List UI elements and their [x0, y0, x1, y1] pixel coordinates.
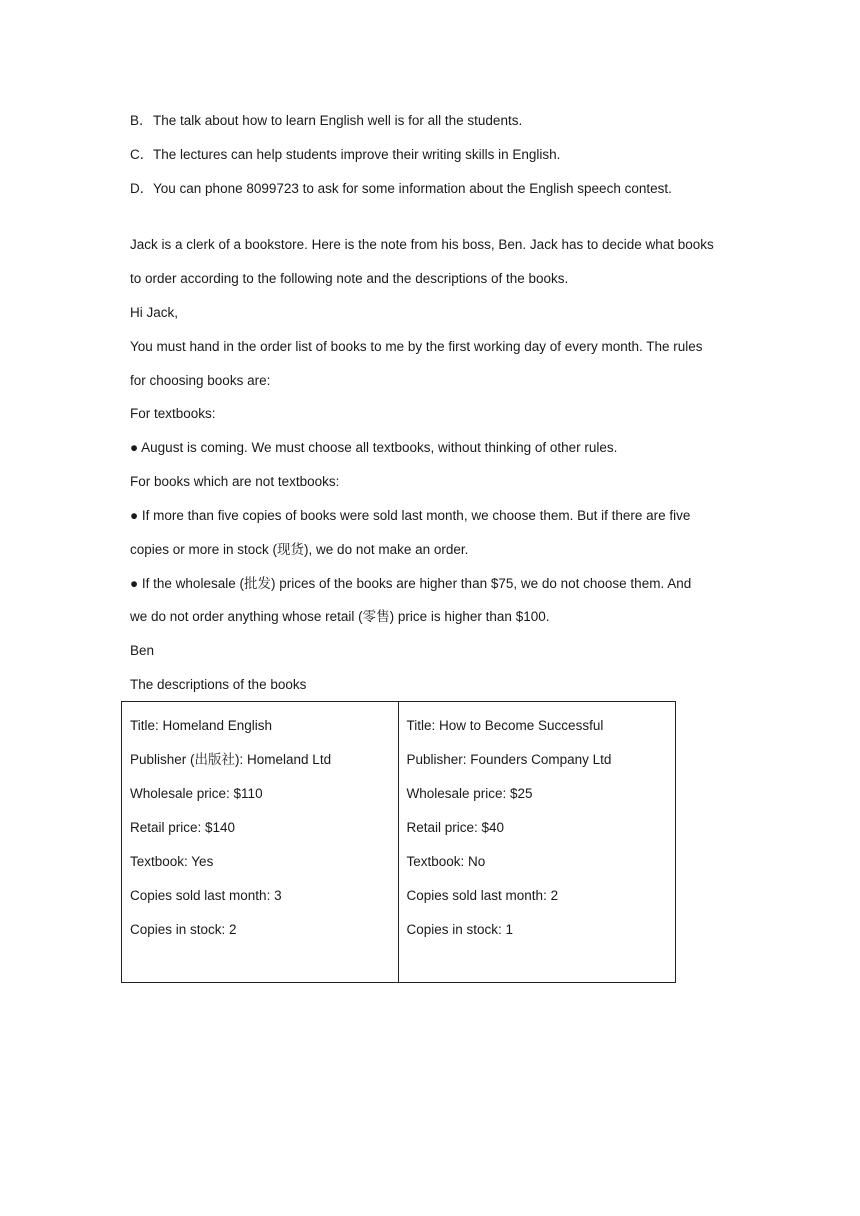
option-b: [130, 112, 522, 130]
book-retail-price: Retail price: $140: [130, 820, 236, 835]
book-copies-stock: Copies in stock: 1: [406, 922, 514, 937]
book-cell-how-to-become-successful: [399, 702, 676, 982]
option-text: The lectures can help students improve their writing skills in English.: [153, 147, 561, 162]
rule-3-line-1: ● If the wholesale (批发) prices of the books are higher than $75, we do not choose them. And: [130, 576, 692, 591]
textbooks-heading: For textbooks:: [130, 406, 216, 421]
book-publisher: Publisher: Founders Company Ltd: [406, 752, 612, 767]
book-cell-homeland-english: [122, 702, 399, 982]
note-signature: Ben: [130, 643, 155, 658]
table-caption: The descriptions of the books: [130, 677, 307, 692]
book-textbook: Textbook: No: [406, 854, 486, 869]
option-d: [130, 180, 672, 198]
option-letter: B．: [130, 113, 153, 128]
note-para-line-2: for choosing books are:: [130, 373, 271, 388]
intro-line-2: to order according to the following note and the descriptions of the books.: [130, 271, 569, 286]
rule-3-line-2: we do not order anything whose retail (零售) price is higher than $100.: [130, 609, 550, 624]
book-copies-sold: Copies sold last month: 2: [406, 888, 559, 903]
option-text: You can phone 8099723 to ask for some information about the English speech contest.: [153, 181, 672, 196]
rule-1: ● August is coming. We must choose all textbooks, without thinking of other rules.: [130, 440, 618, 455]
book-copies-stock: Copies in stock: 2: [130, 922, 237, 937]
book-textbook: Textbook: Yes: [130, 854, 214, 869]
rule-2-line-2: copies or more in stock (现货), we do not make an order.: [130, 542, 469, 557]
note-para-line-1: You must hand in the order list of books to me by the first working day of every month. The rules: [130, 339, 703, 354]
note-greeting: Hi Jack,: [130, 305, 179, 320]
option-c: [130, 146, 560, 164]
option-letter: D．: [130, 181, 154, 196]
book-wholesale-price: Wholesale price: $110: [130, 786, 263, 801]
book-copies-sold: Copies sold last month: 3: [130, 888, 282, 903]
option-text: The talk about how to learn English well is for all the students.: [153, 113, 523, 128]
intro-line-1: Jack is a clerk of a bookstore. Here is the note from his boss, Ben. Jack has to decide what books: [130, 237, 714, 252]
nontextbooks-heading: For books which are not textbooks:: [130, 474, 340, 489]
book-title: Title: Homeland English: [130, 718, 273, 733]
rule-2-line-1: ● If more than five copies of books were sold last month, we choose them. But if there are five: [130, 508, 691, 523]
option-letter: C．: [130, 147, 154, 162]
book-wholesale-price: Wholesale price: $25: [406, 786, 533, 801]
book-title: Title: How to Become Successful: [406, 718, 604, 733]
book-publisher: Publisher (出版社): Homeland Ltd: [130, 752, 332, 767]
book-retail-price: Retail price: $40: [406, 820, 505, 835]
book-descriptions-table: [121, 701, 676, 983]
